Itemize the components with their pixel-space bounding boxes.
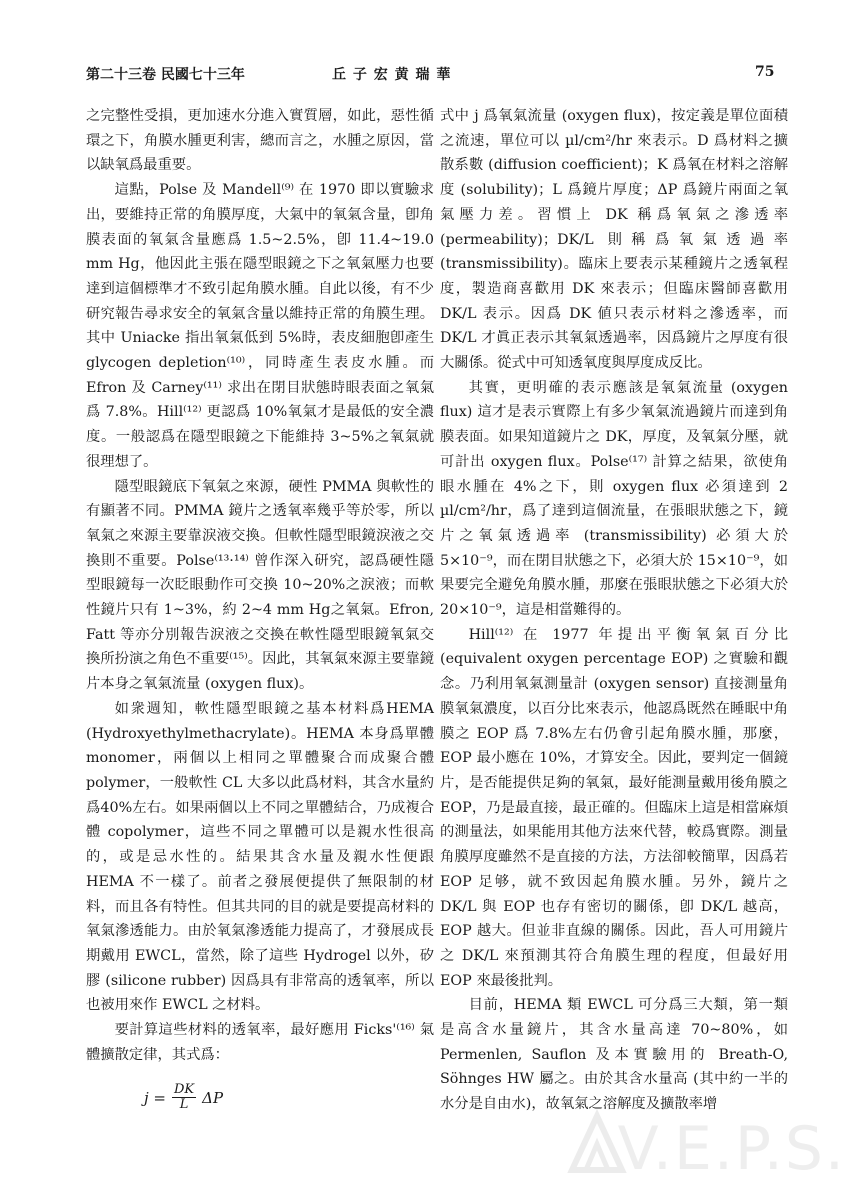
formula-fraction (172, 1083, 196, 1112)
page-number: 75 (755, 64, 775, 80)
article-authors: 丘 子 宏 黄 瑞 華 (332, 67, 452, 83)
formula-denominator: L (179, 1097, 189, 1113)
paragraph: 要計算這些材料的透氧率，最好應用 Ficks'⁽¹⁶⁾ 氣體擴散定律，其式爲： (86, 1022, 434, 1063)
ficks-law-formula (144, 1083, 434, 1112)
formula-lhs: j = (144, 1088, 166, 1107)
paragraph: 如衆週知，軟性隱型眼鏡之基本材料爲HEMA (Hydroxyethylmethacrylate)。HEMA 本身爲單體 monomer，兩個以上相同之單體聚合而成聚合體 polymer，一般軟性 CL 大多以此爲材料，其含水量約爲40%左右。如果兩個以上不同之單體結合，乃成複合體 copolymer，這些不同之單體可以是親水性很高的，或是忌水性的。結果其含水量及親水性便跟 HEMA 不一樣了。前者之發展便提供了無限制的材料，而且各有特性。但其共同的目的就是要提高材料的氧氣滲透能力。由於氧氣滲透能力提高了，才發展成長期戴用 EWCL，當然，除了這些 Hydrogel 以外，矽膠 (silicone rubber) 因爲具有非常高的透氧率，所以也被用來作 EWCL 之材料。 (86, 700, 434, 1014)
paragraph: 隱型眼鏡底下氧氣之來源，硬性 PMMA 與軟性的有顯著不同。PMMA 鏡片之透氧率幾乎等於零，所以氧氣之來源主要靠淚液交換。但軟性隱型眼鏡淚液之交換則不重要。Polse⁽¹³·¹⁴⁾ 曾作深入研究，認爲硬性隱型眼鏡每一次眨眼動作可交換 10~20%之淚液；而軟性鏡片只有 1~3%，約 2~4 mm Hg之氧氣。Efron, Fatt 等亦分別報告淚液之交換在軟性隱型眼鏡氧氣交換所扮演之角色不重要⁽¹⁵⁾。因此，其氧氣來源主要靠鏡片本身之氧氣流量 (oxygen flux)。 (86, 478, 434, 693)
paragraph: 這點，Polse 及 Mandell⁽⁹⁾ 在 1970 即以實驗求出，要維持正常的角膜厚度，大氣中的氧氣含量，卽角膜表面的氧氣含量應爲 1.5~2.5%，卽 11.4~19.0 mm Hg，他因此主張在隱型眼鏡之下之氧氣壓力也要達到這個標準才不致引起角膜水腫。自此以後，有不少研究報告尋求安全的氧氣含量以維持正常的角膜生理。其中 Uniacke 指出氧氣低到 5%時，表皮細胞卽產生 glycogen depletion⁽¹⁰⁾，同時產生表皮水腫。而 Efron 及 Carney⁽¹¹⁾ 求出在閉目狀態時眼表面之氧氣爲 7.8%。Hill⁽¹²⁾ 更認爲 10%氧氣才是最低的安全濃度。一般認爲在隱型眼鏡之下能維持 3~5%之氧氣就很理想了。 (86, 182, 434, 470)
formula-rhs: ΔP (202, 1088, 224, 1107)
paragraph: 目前，HEMA 類 EWCL 可分爲三大類，第一類是高含水量鏡片，其含水量高達 70~80%，如 Permenlen, Sauflon 及本實驗用的 Breath-O, Söhnges HW 屬之。由於其含水量高 (其中約一半的水分是自由水)，故氧氣之溶解度及擴散率增 (440, 997, 788, 1113)
paragraph: Hill⁽¹²⁾ 在 1977 年提出平衡氧氣百分比 (equivalent oxygen percentage EOP) 之實驗和觀念。乃利用氧氣測量計 (oxygen sensor) 直接測量角膜氧氣濃度，以百分比來表示，他認爲既然在睡眠中角膜之 EOP 爲 7.8%左右仍會引起角膜水腫，那麼，EOP 最小應在 10%，才算安全。因此，要判定一個鏡片，是否能提供足夠的氧氣，最好能測量戴用後角膜之 EOP，乃是最直接，最正確的。但臨床上這是相當麻煩的測量法，如果能用其他方法來代替，較爲實際。測量角膜厚度雖然不是直接的方法，方法卻較簡單，因爲若 EOP 足够，就不致因起角膜水腫。另外，鏡片之 DK/L 與 EOP 也存有密切的關係，卽 DK/L 越高，EOP 越大。但並非直線的關係。因此，吾人可用鏡片之 DK/L 來預測其符合角膜生理的程度，但最好用 EOP 來最後批判。 (440, 626, 788, 989)
paragraph: 其實，更明確的表示應該是氧氣流量 (oxygen flux) 這才是表示實際上有多少氧氣流過鏡片而達到角膜表面。如果知道鏡片之 DK，厚度，及氧氣分壓，就可計出 oxygen flux。Polse⁽¹⁷⁾ 計算之結果，欲使角眼水腫在 4%之下，則 oxygen flux 必須達到 2 µl/cm²/hr，爲了達到這個流量，在張眼狀態之下，鏡片之氧氣透過率 (transmissibility) 必須大於 5×10⁻⁹，而在閉目狀態之下，必須大於 15×10⁻⁹，如果要完全避免角膜水腫，那麼在張眼狀態之下必須大於 20×10⁻⁹，這是相當難得的。 (440, 379, 788, 619)
journal-volume: 第二十三卷 民國七十三年 (86, 67, 245, 83)
running-header (0, 64, 860, 88)
paragraph: 之完整性受損，更加速水分進入實質層，如此，惡性循環之下，角膜水腫更利害，總而言之，水腫之原因，當以缺氧爲最重要。 (86, 108, 434, 174)
paragraph: 式中 j 爲氧氣流量 (oxygen flux)，按定義是單位面積之流速，單位可以 µl/cm²/hr 來表示。D 爲材料之擴散系數 (diffusion coefficient)；K 爲氧在材料之溶解度 (solubility)；L 爲鏡片厚度；ΔP 爲鏡片兩面之氧氣壓力差。習慣上 DK 稱爲氧氣之滲透率 (permeability)；DK/L 則稱爲氧氣透過率 (transmissibility)。臨床上要表示某種鏡片之透氧程度，製造商喜歡用 DK 來表示；但臨床醫師喜歡用 DK/L 表示。因爲 DK 値只表示材料之滲透率，而 DK/L 才眞正表示其氧氣透過率，因爲鏡片之厚度有很大關係。從式中可知透氧度與厚度成反比。 (440, 108, 788, 372)
right-column (440, 104, 788, 1117)
left-column (86, 104, 434, 1112)
watermark: V.E.P.S. (617, 1114, 846, 1184)
formula-numerator: DK (174, 1082, 195, 1098)
